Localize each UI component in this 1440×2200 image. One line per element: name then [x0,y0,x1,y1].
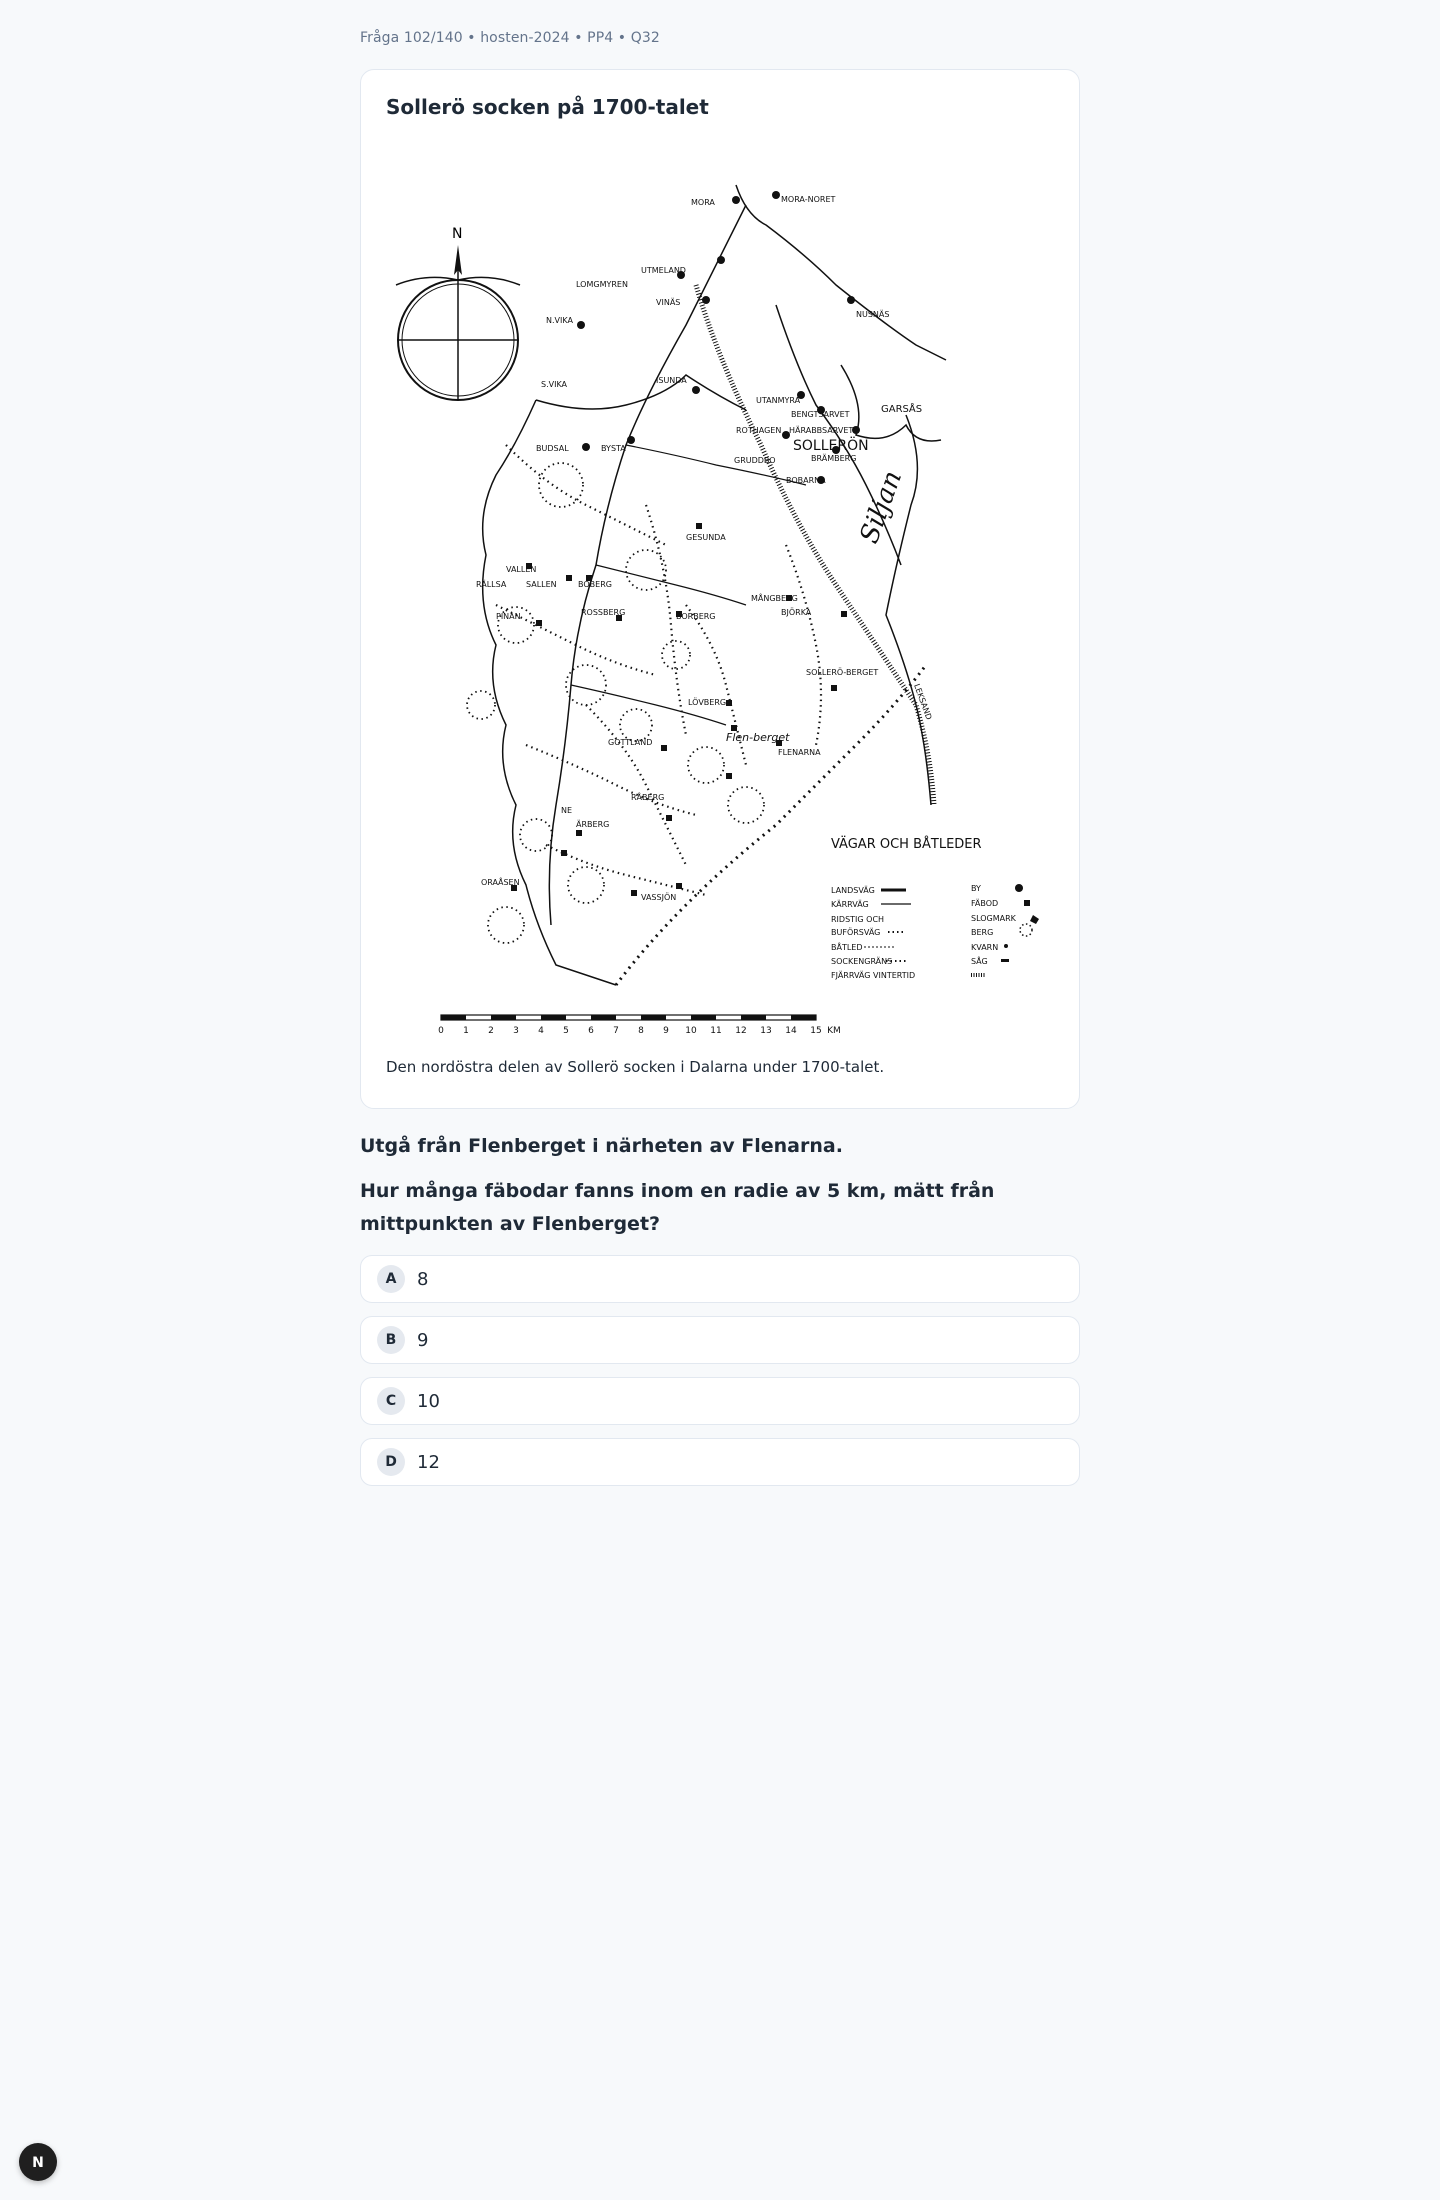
place-isunda: ISUNDA [656,376,687,385]
place-boberg: BOBERG [578,580,612,589]
option-letter-badge: C [377,1387,405,1415]
svg-text:2: 2 [488,1026,494,1036]
scale-bar [438,1015,841,1036]
svg-text:SÅG: SÅG [971,957,988,966]
svg-text:LANDSVÄG: LANDSVÄG [831,886,875,895]
svg-text:13: 13 [760,1026,772,1036]
place-mora: MORA [691,198,715,207]
place-pinan: PINAN [496,612,521,621]
place-sollero-berget: SOLLERÖ-BERGET [806,668,879,677]
svg-text:7: 7 [613,1026,619,1036]
svg-text:BY: BY [971,884,981,893]
question-intro: Utgå från Flenberget i närheten av Flenarna. [360,1135,843,1157]
place-nvika: N.VIKA [546,316,573,325]
svg-text:15: 15 [810,1026,822,1036]
svg-text:6: 6 [588,1026,594,1036]
place-leksand: LEKSAND [912,682,934,722]
svg-text:N: N [32,2155,44,2171]
svg-text:KM: KM [827,1026,841,1036]
lake-siljan: Siljan [854,466,909,548]
svg-text:KÄRRVÄG: KÄRRVÄG [831,900,869,909]
compass-icon [396,226,520,400]
svg-text:RIDSTIG OCH: RIDSTIG OCH [831,915,885,924]
option-letter-badge: A [377,1265,405,1293]
svg-text:14: 14 [785,1026,797,1036]
legend-title: VÄGAR OCH BÅTLEDER [831,837,982,852]
n-logo-button[interactable] [19,2143,57,2181]
svg-text:10: 10 [685,1026,697,1036]
north-label: N [452,226,463,242]
answer-options [360,1255,1080,1499]
place-solleron: SOLLERÖN [793,438,869,454]
place-utmeland: UTMELAND [641,266,686,275]
place-bengtsarvet: BENGTSARVET [791,410,850,419]
option-d[interactable] [360,1438,1080,1486]
svg-text:5: 5 [563,1026,569,1036]
svg-text:BERG: BERG [971,928,994,937]
option-letter-badge: B [377,1326,405,1354]
place-bysta: BYSTA [601,444,626,453]
place-oraasen: ORAÅSEN [481,878,520,887]
option-b[interactable] [360,1316,1080,1364]
historical-map [386,145,1056,1110]
svg-text:FJÄRRVÄG VINTERTID: FJÄRRVÄG VINTERTID [831,971,916,980]
map-caption: Den nordöstra delen av Sollerö socken i Dalarna under 1700-talet. [386,1058,885,1076]
svg-text:KVARN: KVARN [971,943,999,952]
option-c[interactable] [360,1377,1080,1425]
place-rallsa: RÄLLSA [476,580,507,589]
place-rossberg: ROSSBERG [581,608,626,617]
place-lovberg: LÖVBERG [688,698,727,707]
place-garsas: GARSÅS [881,404,923,415]
place-sallen: SALLEN [526,580,557,589]
place-gruddbo: GRUDDBO [734,456,776,465]
place-gesunda: GESUNDA [686,533,726,542]
place-mora-noret: MORA-NORET [781,195,836,204]
place-lomgmyren: LOMGMYREN [576,280,628,289]
place-budsal: BUDSAL [536,444,569,453]
place-raberg: RÅBERG [631,793,665,802]
place-nusnas: NUSNÄS [856,310,890,319]
svg-text:3: 3 [513,1026,519,1036]
map-legend [831,836,1039,980]
svg-text:9: 9 [663,1026,669,1036]
svg-text:11: 11 [710,1026,722,1036]
place-vallen: VALLEN [506,565,537,574]
question-card [360,69,1080,1109]
option-text: 10 [417,1390,440,1412]
svg-text:12: 12 [735,1026,747,1036]
place-mangberg: MÅNGBERG [751,594,798,603]
place-harabbsarvet: HÄRABBSARVET [789,426,854,435]
svg-text:BUFÖRSVÄG: BUFÖRSVÄG [831,928,881,937]
place-vassjon: VASSJÖN [641,893,677,902]
place-svika: S.VIKA [541,380,568,389]
svg-text:4: 4 [538,1026,544,1036]
place-arberg: ÄRBERG [576,820,610,829]
map-drawing [386,145,1056,1065]
svg-text:1: 1 [463,1026,469,1036]
place-ne: NE [561,806,573,815]
place-vinas: VINÄS [656,298,681,307]
option-a[interactable] [360,1255,1080,1303]
svg-text:BÅTLED: BÅTLED [831,943,863,952]
place-flenberget: Flen-berget [726,731,790,744]
question-text: Hur många fäbodar fanns inom en radie av 5 km, mätt från mittpunkten av Flenberget? [360,1180,995,1235]
option-text: 9 [417,1329,429,1351]
card-title: Sollerö socken på 1700-talet [386,95,709,119]
svg-text:8: 8 [638,1026,644,1036]
place-borberg: BORBERG [676,612,716,621]
question-meta: Fråga 102/140 • hosten-2024 • PP4 • Q32 [360,30,660,46]
svg-text:0: 0 [438,1026,444,1036]
place-gottland: GOTTLAND [608,738,653,747]
place-flenarna: FLENARNA [778,748,821,757]
place-rothagen: ROTHAGEN [736,426,782,435]
svg-text:SOCKENGRÄNS: SOCKENGRÄNS [831,957,893,966]
legend-right [971,884,1017,966]
place-bobarna: BOBARNA [786,476,826,485]
svg-text:SLOGMARK: SLOGMARK [971,914,1016,923]
n-logo-icon [27,2151,49,2173]
option-text: 8 [417,1268,429,1290]
option-text: 12 [417,1451,440,1473]
svg-text:FÄBOD: FÄBOD [971,899,999,908]
place-bramberg: BRÄMBERG [811,454,857,463]
option-letter-badge: D [377,1448,405,1476]
place-bjorka: BJÖRKA [781,608,812,617]
place-utanmyra: UTANMYRA [756,396,801,405]
